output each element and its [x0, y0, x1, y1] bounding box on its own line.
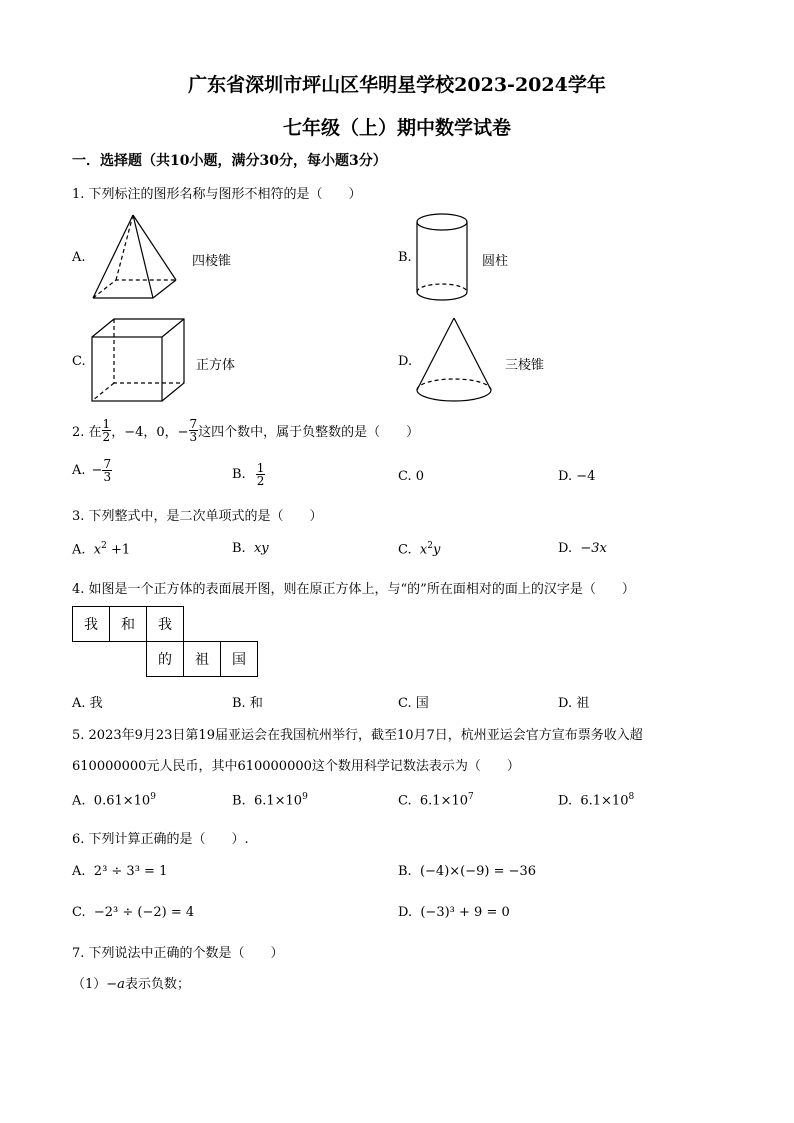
q3-option-b: B. xy [232, 541, 269, 556]
q3-option-d: D. −3x [558, 541, 607, 556]
q2-stem-part-c: 这四个数中，属于负整数的是（ ） [198, 425, 420, 440]
cube-figure [88, 315, 188, 405]
net-cell: 的 [147, 642, 184, 677]
q1-option-c-label: 正方体 [196, 358, 236, 373]
cylinder-figure [412, 210, 474, 305]
q3-option-a: A. $x^2 +1$ [72, 541, 131, 558]
q7-item-1: （1）−a表示负数； [72, 977, 190, 992]
q3-option-c: C. $x^2y$ [398, 541, 441, 558]
q5-option-c: C. $6.1\times 10^7$ [398, 792, 474, 809]
net-cell: 国 [221, 642, 258, 677]
title-line-1: 广东省深圳市坪山区华明星学校2023-2024学年 [188, 74, 606, 96]
q1-option-b-label: 圆柱 [482, 254, 509, 269]
net-cell: 我 [73, 607, 110, 642]
section-heading: 一．选择题（共10小题，满分30分，每小题3分） [72, 153, 387, 169]
q7-stem: 7. 下列说法中正确的个数是（ ） [72, 946, 284, 961]
q1-option-b-letter: B. [398, 250, 412, 265]
net-cell: 我 [147, 607, 184, 642]
q2-option-c: C. 0 [398, 469, 425, 484]
q5-option-a: A. $0.61\times 10^9$ [72, 792, 156, 809]
q6-option-d: D. (−3)³ + 9 = 0 [398, 905, 510, 920]
cone-figure [414, 315, 494, 410]
q1-option-d-letter: D. [398, 354, 413, 369]
net-cell: 祖 [184, 642, 221, 677]
q5-stem-line-1: 5. 2023年9月23日第19届亚运会在我国杭州举行，截至10月7日，杭州亚运会官方宣布票务收入超 [72, 728, 643, 743]
title-line-2: 七年级（上）期中数学试卷 [282, 117, 511, 139]
pyramid-figure [88, 210, 188, 305]
q2-option-b: B. $\frac{1}{2}$ [232, 461, 265, 488]
q4-option-b: B. 和 [232, 696, 263, 711]
fraction-one-half: $\frac{1}{2}$ [102, 417, 111, 444]
q1-option-a-label: 四棱锥 [192, 254, 232, 269]
net-cell: 和 [110, 607, 147, 642]
q2-stem-part-b: ，−4，0，− [111, 425, 189, 440]
q6-option-c: C. −2³ ÷ (−2) = 4 [72, 905, 195, 920]
q2-stem [72, 418, 419, 443]
q3-stem: 3. 下列整式中，是二次单项式的是（ ） [72, 509, 323, 524]
q6-option-b: B. (−4)×(−9) = −36 [398, 864, 537, 879]
q1-option-d-label: 三棱锥 [505, 358, 545, 373]
q4-option-c: C. 国 [398, 696, 429, 711]
q5-stem-line-2: 610000000元人民币，其中610000000这个数用科学记数法表示为（ ） [72, 759, 520, 774]
q5-option-b: B. $6.1\times 10^9$ [232, 792, 308, 809]
q2-option-d: D. −4 [558, 469, 596, 484]
q2-stem-part-a: 2. 在 [72, 425, 102, 440]
q2-option-a: A. − $\frac{7}{3}$ [72, 457, 112, 484]
q1-stem: 1. 下列标注的图形名称与图形不相符的是（ ） [72, 187, 362, 202]
q4-stem: 4. 如图是一个正方体的表面展开图，则在原正方体上，与“的”所在面相对的面上的汉字是（ ） [72, 582, 635, 597]
q6-option-a: A. 2³ ÷ 3³ = 1 [72, 864, 168, 879]
fraction-seven-thirds: $\frac{7}{3}$ [189, 417, 198, 444]
q5-option-d: D. $6.1\times 10^8$ [558, 792, 635, 809]
q4-option-a: A. 我 [72, 696, 103, 711]
q1-option-c-letter: C. [72, 354, 86, 369]
q4-option-d: D. 祖 [558, 696, 590, 711]
q1-option-a-letter: A. [72, 250, 86, 265]
cube-net-figure [72, 606, 258, 677]
q6-stem: 6. 下列计算正确的是（ ）. [72, 832, 249, 847]
